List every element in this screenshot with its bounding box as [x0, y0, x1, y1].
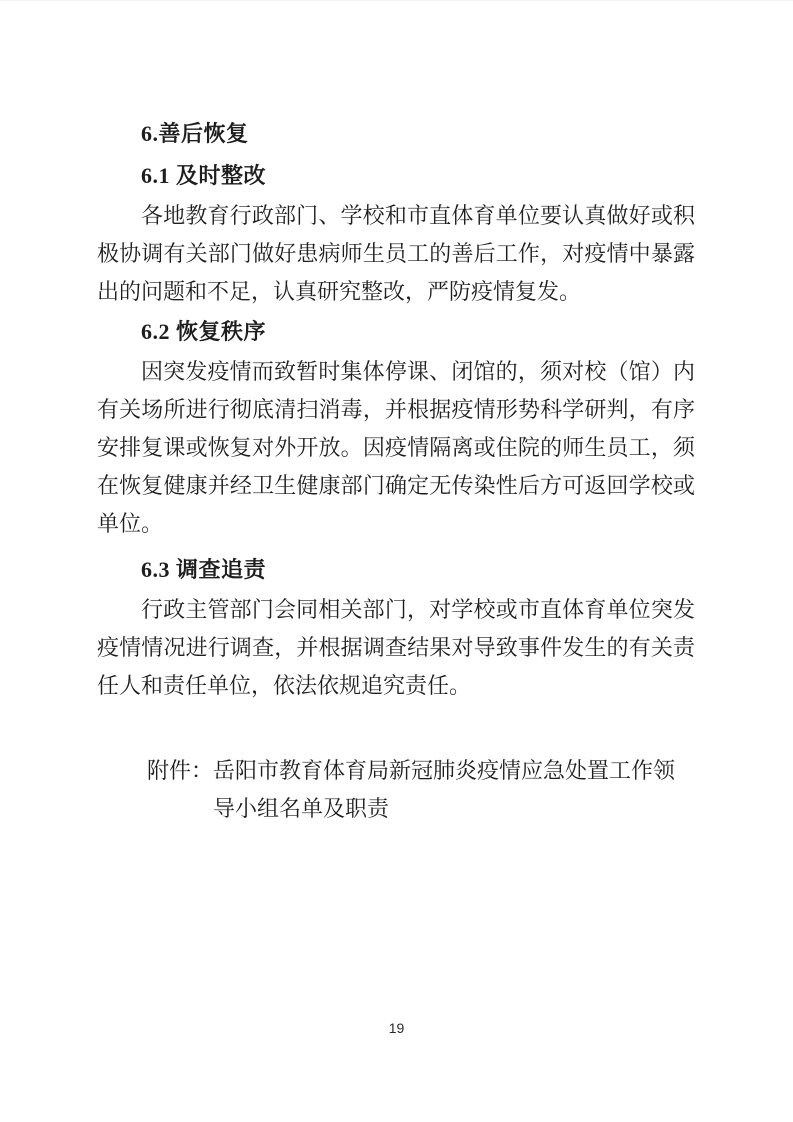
document-body: [97, 113, 695, 828]
page-number: 19: [388, 1020, 405, 1036]
section-heading-6-3: 6.3 调查追责: [141, 557, 267, 582]
paragraph-6-3: 行政主管部门会同相关部门，对学校或市直体育单位突发疫情情况进行调查，并根据调查结果对导致事件发生的有关责任人和责任单位，依法依规追究责任。: [97, 597, 695, 698]
section-heading-6: 6.善后恢复: [141, 121, 249, 146]
attachment-line: [97, 752, 695, 828]
section-heading-6-1: 6.1 及时整改: [141, 163, 267, 188]
section-heading-6-2: 6.2 恢复秩序: [141, 319, 267, 344]
attachment-label: 附件：: [147, 758, 214, 783]
attachment-text: 岳阳市教育体育局新冠肺炎疫情应急处置工作领导小组名单及职责: [213, 758, 676, 821]
paragraph-6-1: 各地教育行政部门、学校和市直体育单位要认真做好或积极协调有关部门做好患病师生员工的善后工作，对疫情中暴露出的问题和不足，认真研究整改，严防疫情复发。: [97, 203, 695, 304]
paragraph-6-2: 因突发疫情而致暂时集体停课、闭馆的，须对校（馆）内有关场所进行彻底清扫消毒，并根据疫情形势科学研判，有序安排复课或恢复对外开放。因疫情隔离或住院的师生员工，须在恢复健康并经卫生健康部门确定无传染性后方可返回学校或单位。: [97, 359, 695, 536]
